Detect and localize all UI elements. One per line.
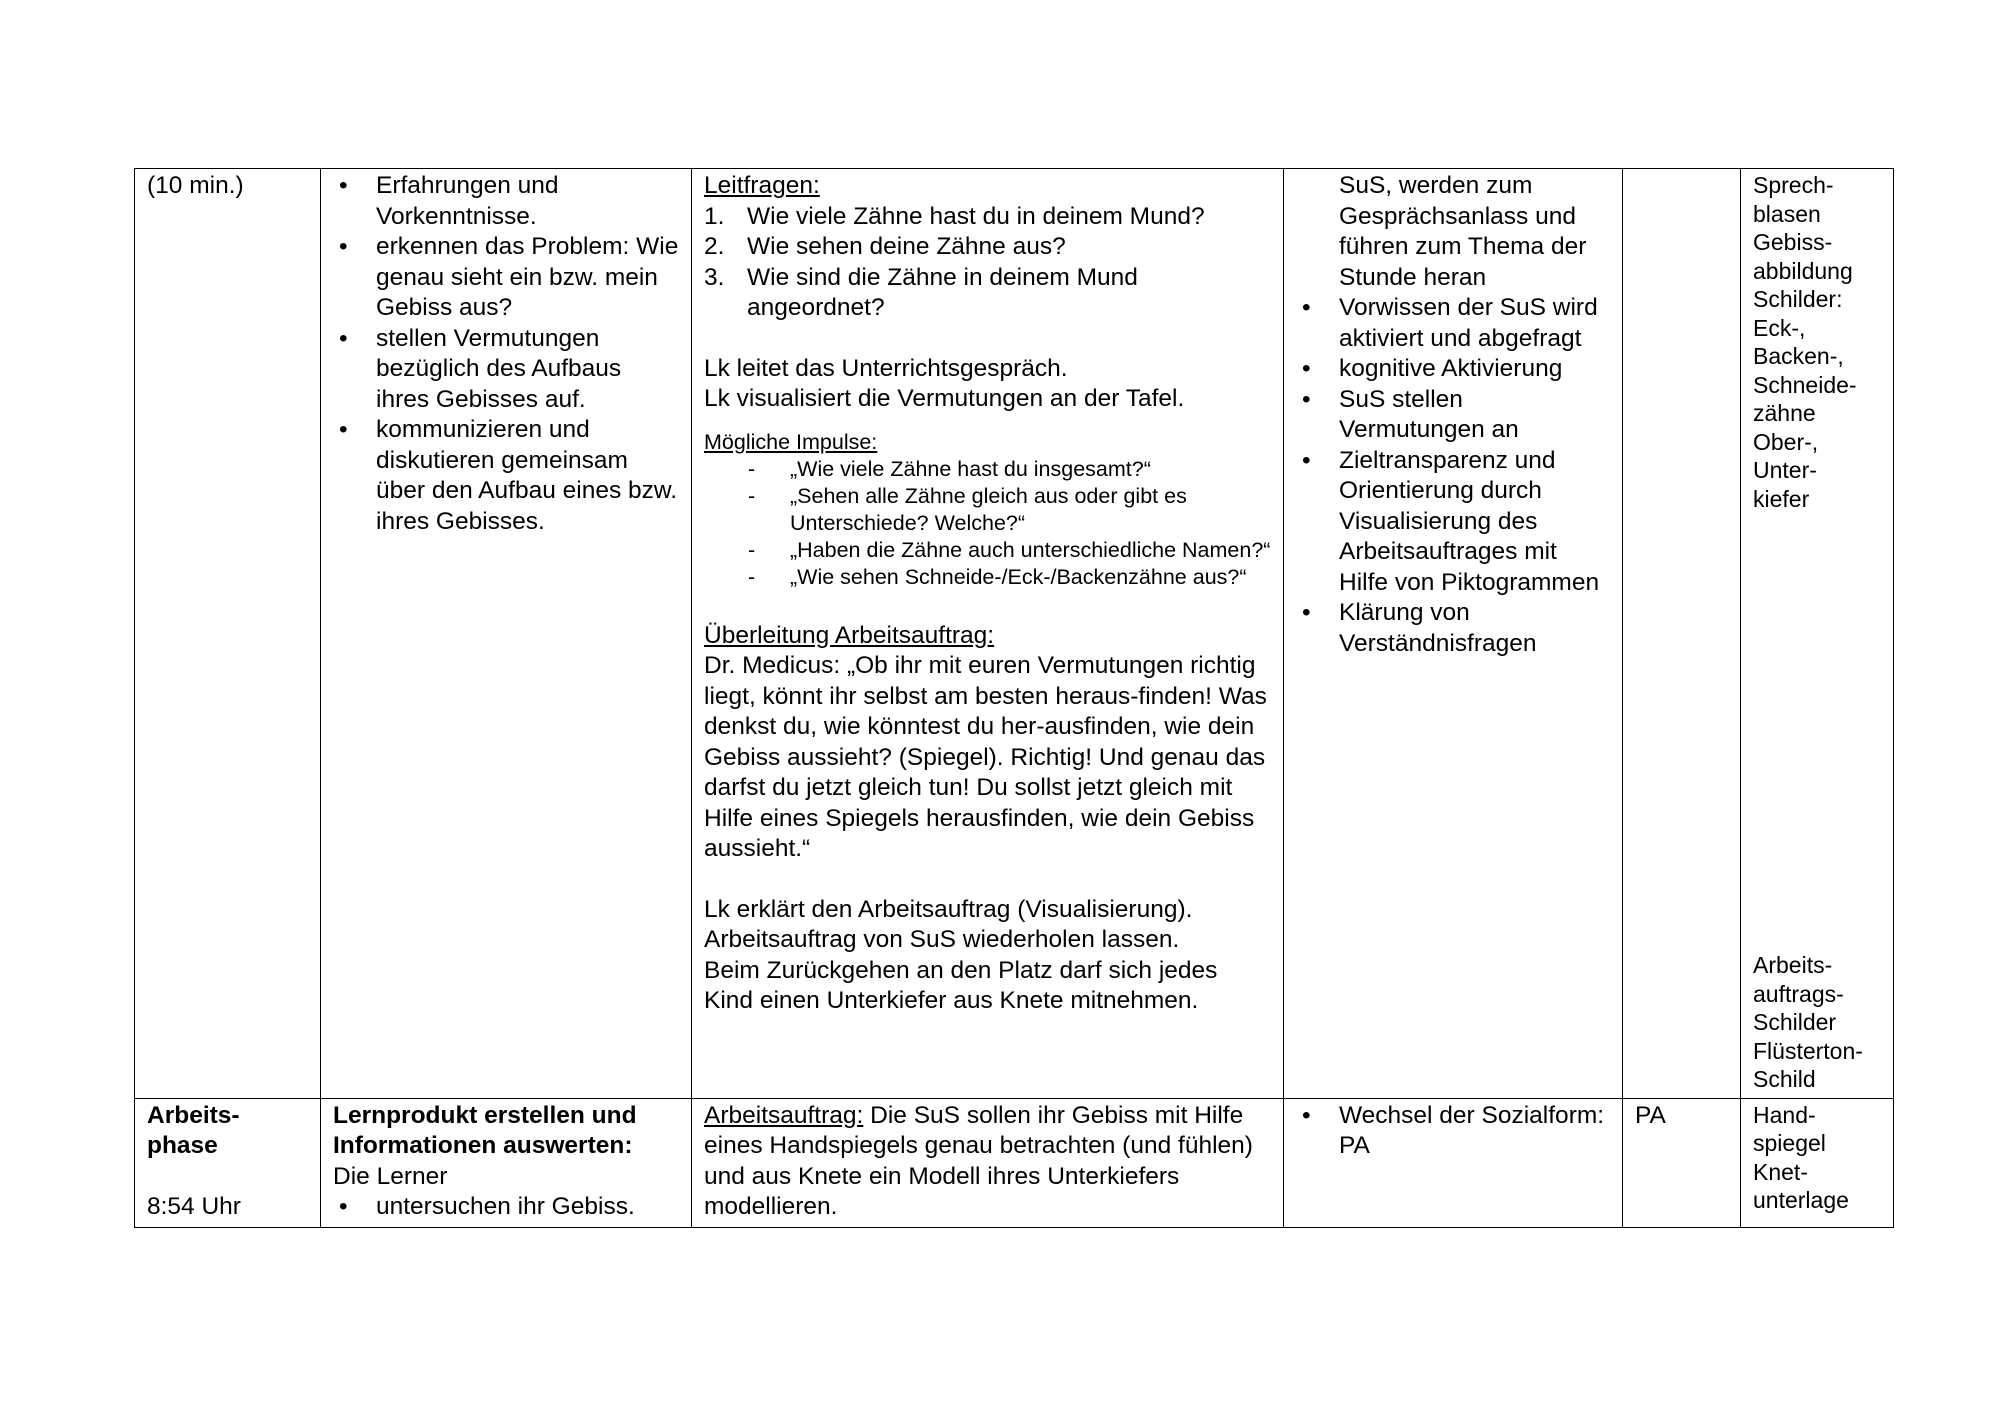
leitfragen-list (704, 202, 1273, 324)
list-item: • SuS stellen Vermutungen an (1296, 385, 1612, 446)
phase-duration: (10 min.) (147, 172, 244, 199)
list-item (704, 232, 1273, 263)
list-item (704, 263, 1273, 324)
list-item: - „Wie viele Zähne hast du insgesamt?“ (704, 456, 1273, 483)
social-form-cell (1623, 1098, 1741, 1227)
list-text: Wie viele Zähne hast du in deinem Mund? (747, 202, 1205, 230)
phase-cell (135, 1098, 321, 1227)
transition-heading: Überleitung Arbeitsauftrag: (704, 621, 995, 649)
social-form-cell (1623, 169, 1741, 1099)
teacher-note: Lk visualisiert die Vermutungen an der Tafel. (704, 385, 1185, 412)
table-row (135, 169, 1894, 1099)
list-item: - „Wie sehen Schneide-/Eck-/Backenzähne aus?“ (704, 564, 1273, 591)
goals-cell (321, 169, 692, 1099)
process-cell (692, 1098, 1284, 1227)
list-text: Wie sehen deine Zähne aus? (747, 233, 1066, 260)
table-row (135, 1098, 1894, 1227)
leitfragen-heading: Leitfragen: (704, 172, 820, 199)
process-cell (692, 169, 1284, 1099)
list-number: 2. (704, 233, 725, 260)
materials-list: Arbeits- auftrags- Schilder Flüsterton- Schild (1753, 952, 1863, 1092)
list-item: - „Haben die Zähne auch unterschiedliche Namen?“ (704, 537, 1273, 564)
time-cell (135, 169, 321, 1099)
materials-list: Hand- spiegel Knet- unterlage (1753, 1101, 1849, 1213)
transition-text: Dr. Medicus: „Ob ihr mit euren Vermutungen richtig liegt, könnt ihr selbst am besten heraus-finden! Was denkst du, wie könntest du her-ausfinden, wie dein Gebiss aussieht? (Spiegel). Richtig! Und genau das darfst du jetzt gleich tun! Du sollst jetzt gleich mit Hilfe eines Spiegels herausfinden, wie dein Gebiss aussieht.“ (704, 652, 1267, 862)
list-text: Wie sind die Zähne in deinem Mund angeordnet? (747, 263, 1138, 321)
list-item: - „Sehen alle Zähne gleich aus oder gibt es Unterschiede? Welche?“ (704, 483, 1273, 537)
materials-cell (1741, 169, 1894, 1099)
phase-name: Arbeits- phase (147, 1101, 240, 1159)
comments-cell (1284, 1098, 1623, 1227)
goals-list (333, 1192, 681, 1223)
list-item: • untersuchen ihr Gebiss. (333, 1192, 681, 1223)
social-form: PA (1635, 1101, 1666, 1129)
closing-note: Lk erklärt den Arbeitsauftrag (Visualisierung). (704, 895, 1193, 923)
list-item: • kommunizieren und diskutieren gemeinsam über den Aufbau eines bzw. ihres Gebisses. (333, 415, 681, 537)
list-item: • Klärung von Verständnisfragen (1296, 598, 1612, 659)
comment-continuation: SuS, werden zum Gesprächsanlass und führen zum Thema der Stunde heran (1339, 172, 1587, 291)
closing-note: Arbeitsauftrag von SuS wiederholen lassen. (704, 926, 1180, 953)
list-number: 3. (704, 263, 725, 291)
list-item: • kognitive Aktivierung (1296, 354, 1612, 385)
goal-subheading: Die Lerner (333, 1162, 448, 1190)
lesson-plan-table (134, 168, 1894, 1228)
task-label: Arbeitsauftrag: (704, 1101, 864, 1129)
materials-cell (1741, 1098, 1894, 1227)
closing-note: Beim Zurückgehen an den Platz darf sich jedes Kind einen Unterkiefer aus Knete mitnehmen. (704, 956, 1218, 1014)
goals-cell (321, 1098, 692, 1227)
impulse-list (704, 456, 1273, 591)
list-item (704, 202, 1273, 233)
list-item: • Zieltransparenz und Orientierung durch Visualisierung des Arbeitsauftrages mit Hilfe von Piktogrammen (1296, 446, 1612, 599)
task-text: Die SuS sollen ihr Gebiss mit Hilfe eines Handspiegels genau betrachten (und fühlen) und aus Knete ein Modell ihres Unterkiefers modellieren. (704, 1101, 1253, 1220)
comments-cell (1284, 169, 1623, 1099)
list-item: • Erfahrungen und Vorkenntnisse. (333, 171, 681, 232)
list-item: • stellen Vermutungen bezüglich des Aufbaus ihres Gebisses auf. (333, 324, 681, 416)
comments-list (1296, 293, 1612, 659)
list-item: • erkennen das Problem: Wie genau sieht ein bzw. mein Gebiss aus? (333, 232, 681, 324)
phase-time: 8:54 Uhr (147, 1192, 241, 1220)
impulse-heading: Mögliche Impulse: (704, 429, 878, 454)
list-item: • Wechsel der Sozialform: PA (1296, 1101, 1612, 1162)
list-number: 1. (704, 202, 725, 230)
list-item: • Vorwissen der SuS wird aktiviert und abgefragt (1296, 293, 1612, 354)
materials-list: Sprech- blasen Gebiss- abbildung Schilder: Eck-, Backen-, Schneide- zähne Ober-, Unter- kiefer (1753, 172, 1857, 512)
goal-heading: Lernprodukt erstellen und Informationen auswerten: (333, 1101, 637, 1159)
comments-list (1296, 1101, 1612, 1162)
teacher-note: Lk leitet das Unterrichtsgespräch. (704, 354, 1068, 382)
goals-list (333, 171, 681, 537)
